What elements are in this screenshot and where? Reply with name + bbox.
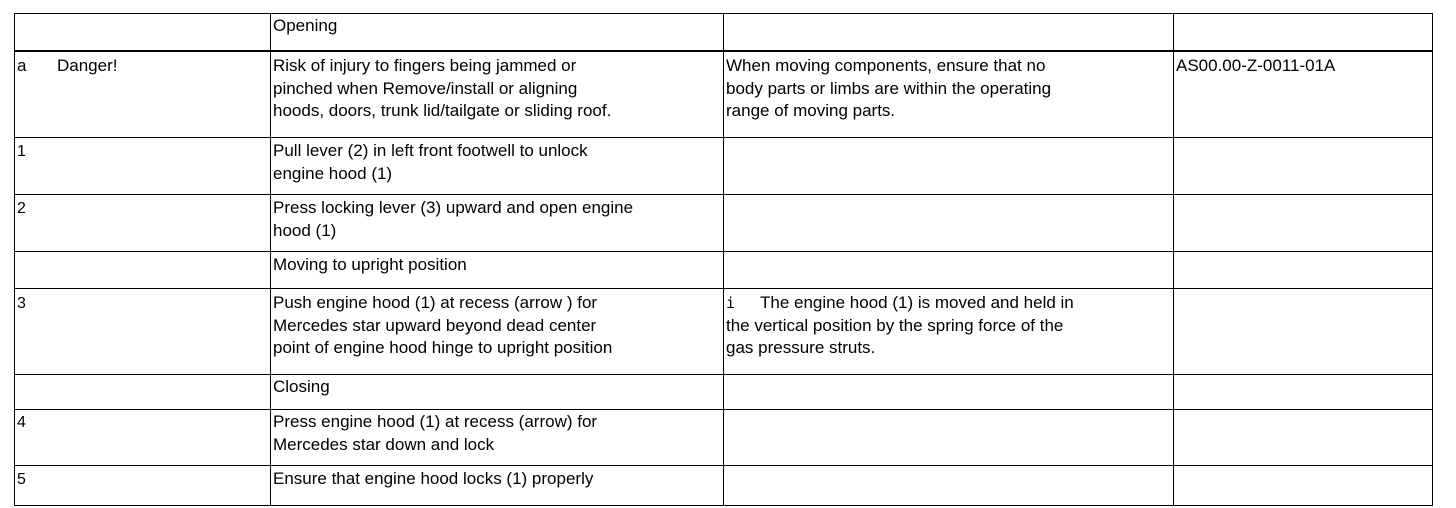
note-cell (724, 466, 1174, 506)
ref-cell (1174, 375, 1433, 410)
step-cell (15, 195, 271, 252)
action-cell (271, 410, 724, 466)
note-cell (724, 252, 1174, 289)
action-text-line: Mercedes star down and lock (273, 434, 495, 454)
note-text-line: gas pressure struts. (726, 338, 876, 357)
step-cell (15, 138, 271, 195)
action-text-line: Push engine hood (1) at recess (arrow ) for (273, 293, 598, 312)
action-text-line: Risk of injury to fingers being jammed or (273, 56, 577, 75)
step-cell (15, 289, 271, 375)
action-text-line: Ensure that engine hood locks (1) properly (273, 469, 594, 488)
step-number: 2 (17, 200, 26, 217)
step-cell (15, 466, 271, 506)
action-text-line: Press locking lever (3) upward and open engine (273, 198, 634, 217)
ref-cell (1174, 252, 1433, 289)
action-text-line: Mercedes star upward beyond dead center (273, 315, 597, 335)
table-row (15, 252, 1433, 289)
ref-cell (1174, 138, 1433, 195)
action-text-line: point of engine hood hinge to upright position (273, 338, 613, 357)
table-row (15, 14, 1433, 52)
ref-cell (1174, 14, 1433, 52)
action-cell (271, 51, 724, 138)
step-number: 4 (17, 414, 26, 431)
table-row (15, 466, 1433, 506)
ref-cell (1174, 289, 1433, 375)
step-cell (15, 14, 271, 52)
action-cell (271, 195, 724, 252)
procedure-table (14, 13, 1433, 506)
action-text-line: hoods, doors, trunk lid/tailgate or sliding roof. (273, 101, 612, 120)
table-row (15, 195, 1433, 252)
step-number: 5 (17, 471, 26, 488)
section-heading-closing: Closing (273, 377, 330, 396)
note-cell (724, 138, 1174, 195)
note-cell (724, 195, 1174, 252)
note-cell (724, 375, 1174, 410)
note-text-line: the vertical position by the spring force of the (726, 315, 1064, 335)
action-text-line: engine hood (1) (273, 163, 393, 183)
note-text-line: The engine hood (1) is moved and held in (760, 293, 1074, 312)
action-cell (271, 466, 724, 506)
note-cell (724, 410, 1174, 466)
table-row (15, 289, 1433, 375)
action-text-line: Press engine hood (1) at recess (arrow) for (273, 412, 598, 431)
table-row (15, 138, 1433, 195)
step-cell (15, 252, 271, 289)
note-text-line: range of moving parts. (726, 101, 896, 120)
ref-cell (1174, 195, 1433, 252)
table-row (15, 375, 1433, 410)
action-cell (271, 138, 724, 195)
section-heading-moving: Moving to upright position (273, 255, 467, 274)
ref-cell (1174, 410, 1433, 466)
danger-label: Danger! (57, 56, 118, 75)
ref-cell (1174, 51, 1433, 138)
info-icon: i (726, 294, 736, 312)
step-number: 1 (17, 143, 26, 160)
reference-code: AS00.00-Z-0011-01A (1176, 56, 1336, 75)
note-cell (724, 14, 1174, 52)
table-row (15, 51, 1433, 138)
ref-cell (1174, 466, 1433, 506)
action-cell (271, 289, 724, 375)
action-text-line: hood (1) (273, 220, 337, 240)
step-cell (15, 375, 271, 410)
section-heading-opening: Opening (273, 16, 338, 35)
note-cell (724, 289, 1174, 375)
table-row (15, 410, 1433, 466)
note-cell (724, 51, 1174, 138)
step-number: 3 (17, 295, 26, 312)
danger-marker: a (17, 56, 27, 75)
action-cell (271, 375, 724, 410)
action-text-line: Pull lever (2) in left front footwell to unlock (273, 141, 588, 160)
note-text-line: body parts or limbs are within the operating (726, 78, 1052, 98)
step-cell (15, 51, 271, 138)
action-text-line: pinched when Remove/install or aligning (273, 78, 578, 98)
note-text-line: When moving components, ensure that no (726, 56, 1046, 75)
action-cell (271, 252, 724, 289)
action-cell (271, 14, 724, 52)
step-cell (15, 410, 271, 466)
